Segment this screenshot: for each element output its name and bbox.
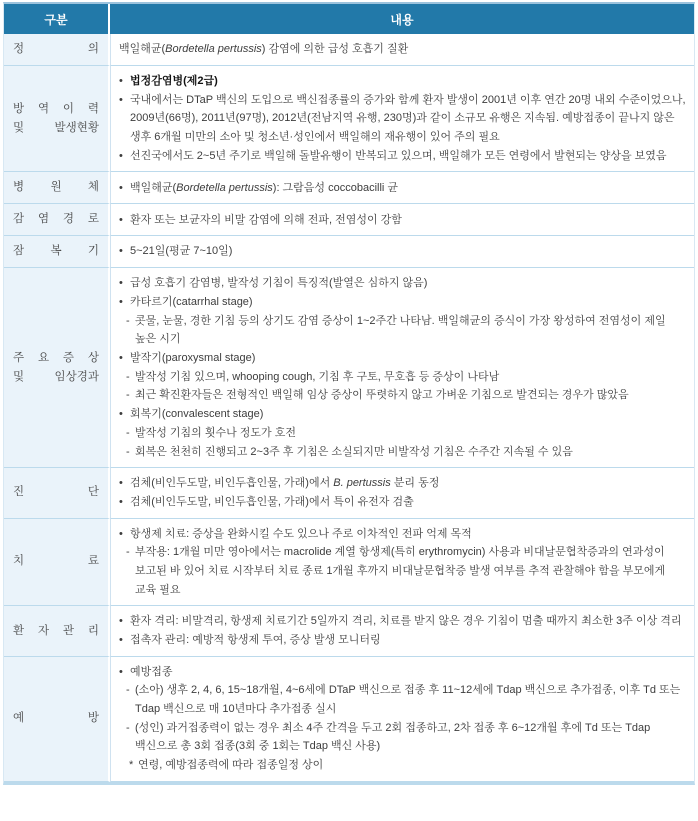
content-text: 환자 격리: 비말격리, 항생제 치료기간 5일까지 격리, 치료를 받지 않은 경우 기침이 멈출 때까지 최소한 3주 이상 격리 — [130, 615, 682, 628]
row-label-line: 병 원 체 — [13, 181, 99, 194]
content-item — [119, 612, 688, 631]
row-label — [4, 519, 110, 607]
row-label-line: 진 단 — [13, 486, 99, 499]
content-text: 콧물, 눈물, 경한 기침 등의 상기도 감염 증상이 1~2주간 나타남. 백일해균의 증식이 가장 왕성하여 전염성이 제일 높은 시기 — [135, 314, 666, 346]
row-label-line: 감 염 경 로 — [13, 213, 99, 226]
row-content — [110, 657, 694, 782]
table-row — [4, 34, 694, 66]
sub-marker: - — [126, 445, 130, 458]
content-text: 환자 또는 보균자의 비말 감염에 의해 전파, 전염성이 강함 — [130, 213, 402, 226]
bullet-marker: • — [119, 477, 123, 490]
bullet-marker: • — [119, 527, 123, 540]
content-item — [119, 72, 688, 91]
row-content — [110, 66, 694, 172]
content-item — [119, 756, 688, 775]
table-row — [4, 468, 694, 518]
table-row — [4, 172, 694, 204]
content-text: 접촉자 관리: 예방적 항생제 투여, 증상 발생 모니터링 — [130, 634, 381, 646]
table-row — [4, 204, 694, 236]
content-item — [119, 424, 688, 443]
row-label-line: 치 료 — [13, 555, 99, 568]
row-label — [4, 468, 110, 518]
row-content — [110, 34, 694, 66]
content-item — [119, 349, 688, 368]
bullet-marker: • — [119, 615, 123, 628]
row-label — [4, 268, 110, 468]
content-item — [119, 91, 688, 147]
table-row — [4, 657, 694, 782]
content-text: 백일해균(Bordetella pertussis): 그람음성 coccobacilli 균 — [130, 181, 399, 194]
content-item — [119, 543, 688, 599]
sub-marker: - — [126, 389, 130, 402]
content-text: 부작용: 1개월 미만 영아에서는 macrolide 계열 항생제(특히 erythromycin) 사용과 비대날문협착증과의 연과성이 보고된 바 있어 치료 시작부터 치료 종료 1개월 후까지 비대날문협착증 발생 여부를 추적 관찰해야 함을 부모에게 교육 필요 — [135, 546, 666, 596]
row-label-line: 예 방 — [13, 712, 99, 725]
row-content — [110, 268, 694, 468]
table-row — [4, 519, 694, 607]
row-label — [4, 34, 110, 66]
content-item — [119, 40, 688, 59]
content-text: 백일해균(Bordetella pertussis) 감염에 의한 급성 호흡기 질환 — [119, 43, 409, 56]
table-row — [4, 236, 694, 268]
content-item — [119, 525, 688, 544]
bullet-marker: • — [119, 634, 123, 646]
content-text: 회복은 천천히 진행되고 2~3주 후 기침은 소실되지만 비발작성 기침은 수주간 지속될 수 있음 — [135, 445, 573, 458]
column-header-category: 구분 — [4, 4, 110, 34]
bullet-marker: • — [119, 352, 123, 365]
table-row — [4, 268, 694, 468]
content-item — [119, 312, 688, 349]
bullet-marker: • — [119, 93, 123, 106]
content-item — [119, 147, 688, 166]
table-row — [4, 66, 694, 172]
content-item — [119, 663, 688, 682]
bullet-marker: • — [119, 74, 123, 87]
content-item — [119, 443, 688, 462]
content-text: 연령, 예방접종력에 따라 접종일정 상이 — [138, 759, 324, 772]
row-content — [110, 606, 694, 656]
content-text: 발작성 기침의 횟수나 정도가 호전 — [135, 426, 296, 439]
header-row — [4, 4, 694, 34]
content-text: 회복기(convalescent stage) — [130, 408, 264, 421]
content-text: 급성 호흡기 감염병, 발작성 기침이 특징적(발열은 심하지 않음) — [130, 277, 428, 290]
sub-marker: - — [126, 370, 130, 383]
row-label — [4, 204, 110, 236]
content-text: (성인) 과거접종력이 없는 경우 최소 4주 간격을 두고 2회 접종하고, 2차 접종 후 6~12개월 후에 Td 또는 Tdap 백신으로 총 3회 접종(3회 중 1회는 Tdap 백신 사용) — [135, 721, 651, 753]
bullet-marker: • — [119, 181, 123, 194]
row-content — [110, 468, 694, 518]
row-content — [110, 236, 694, 268]
content-item — [119, 405, 688, 424]
content-item — [119, 293, 688, 312]
row-label-line: 방 역 이 력 — [13, 102, 99, 115]
content-item — [119, 179, 688, 198]
row-content — [110, 519, 694, 607]
content-item — [119, 242, 688, 261]
content-item — [119, 719, 688, 756]
content-text: (소아) 생후 2, 4, 6, 15~18개월, 4~6세에 DTaP 백신으로 접종 후 11~12세에 Tdap 백신으로 추가접종, 이후 Td 또는 Tdap 백신으로 매 10년마다 추가접종 실시 — [135, 684, 681, 716]
content-item — [119, 631, 688, 650]
row-label — [4, 606, 110, 656]
bullet-marker: • — [119, 213, 123, 226]
row-label — [4, 66, 110, 172]
row-label-line: 잠 복 기 — [13, 245, 99, 258]
content-text: 예방접종 — [130, 665, 173, 678]
content-item — [119, 368, 688, 387]
bullet-marker: • — [119, 296, 123, 308]
bullet-marker: • — [119, 277, 123, 290]
sub-marker: - — [126, 721, 130, 734]
bullet-marker: • — [119, 495, 123, 508]
content-text: 카타르기(catarrhal stage) — [130, 296, 253, 308]
content-text: 법정감염병(제2급) — [130, 74, 218, 87]
bullet-marker: • — [119, 245, 123, 258]
content-item — [119, 211, 688, 230]
content-text: 항생제 치료: 증상을 완화시킬 수도 있으나 주로 이차적인 전파 억제 목적 — [130, 527, 472, 540]
content-text: 국내에서는 DTaP 백신의 도입으로 백신접종률의 증가와 함께 환자 발생이 2001년 이후 연간 20명 내외 수준이었으나, 2009년(66명), 2011년(97명), 2012년(전남지역 유행, 230명)과 같이 소규모 유행은 지속됨. 예방접종이 끝나지 않은 생후 6개월 미만의 소아 및 청소년·성인에서 백일해의 재유행이 있어 주의 필요 — [130, 93, 686, 144]
content-text: 발작성 기침 있으며, whooping cough, 기침 후 구토, 무호흡 등 증상이 나타남 — [135, 370, 500, 383]
content-text: 최근 확진환자들은 전형적인 백일해 임상 증상이 뚜렷하지 않고 가벼운 기침으로 발견되는 경우가 많았음 — [135, 389, 629, 402]
table-body — [4, 34, 694, 782]
bullet-marker: • — [119, 665, 123, 678]
bullet-marker: • — [119, 149, 123, 162]
content-item — [119, 386, 688, 405]
bullet-marker: • — [119, 408, 123, 421]
sub-marker: - — [126, 426, 130, 439]
content-text: 발작기(paroxysmal stage) — [130, 352, 256, 365]
disease-info-table — [3, 2, 695, 785]
table-header — [4, 4, 694, 34]
row-label — [4, 236, 110, 268]
content-text: 검체(비인두도말, 비인두흡인물, 가래)에서 B. pertussis 분리 동정 — [130, 477, 440, 490]
row-label-line: 주 요 증 상 — [13, 351, 99, 364]
row-label-line: 및 임상경과 — [13, 370, 99, 383]
sub-marker: - — [126, 684, 130, 697]
row-content — [110, 172, 694, 204]
content-text: 선진국에서도 2~5년 주기로 백일해 돌발유행이 반복되고 있으며, 백일해가 모든 연령에서 발현되는 양상을 보였음 — [130, 149, 667, 162]
row-label-line: 정 의 — [13, 43, 99, 55]
content-text: 5~21일(평균 7~10일) — [130, 245, 233, 258]
content-item — [119, 681, 688, 718]
content-item — [119, 474, 688, 493]
table-row — [4, 606, 694, 656]
sub-marker: - — [126, 314, 130, 327]
content-item — [119, 274, 688, 293]
row-label-line: 환 자 관 리 — [13, 624, 99, 637]
column-header-content: 내용 — [110, 4, 694, 34]
note-marker: * — [129, 759, 134, 772]
row-content — [110, 204, 694, 236]
row-label — [4, 172, 110, 204]
content-text: 검체(비인두도말, 비인두흡인물, 가래)에서 특이 유전자 검출 — [130, 495, 414, 508]
content-item — [119, 493, 688, 512]
row-label — [4, 657, 110, 782]
row-label-line: 및 발생현황 — [13, 121, 99, 134]
sub-marker: - — [126, 546, 130, 559]
